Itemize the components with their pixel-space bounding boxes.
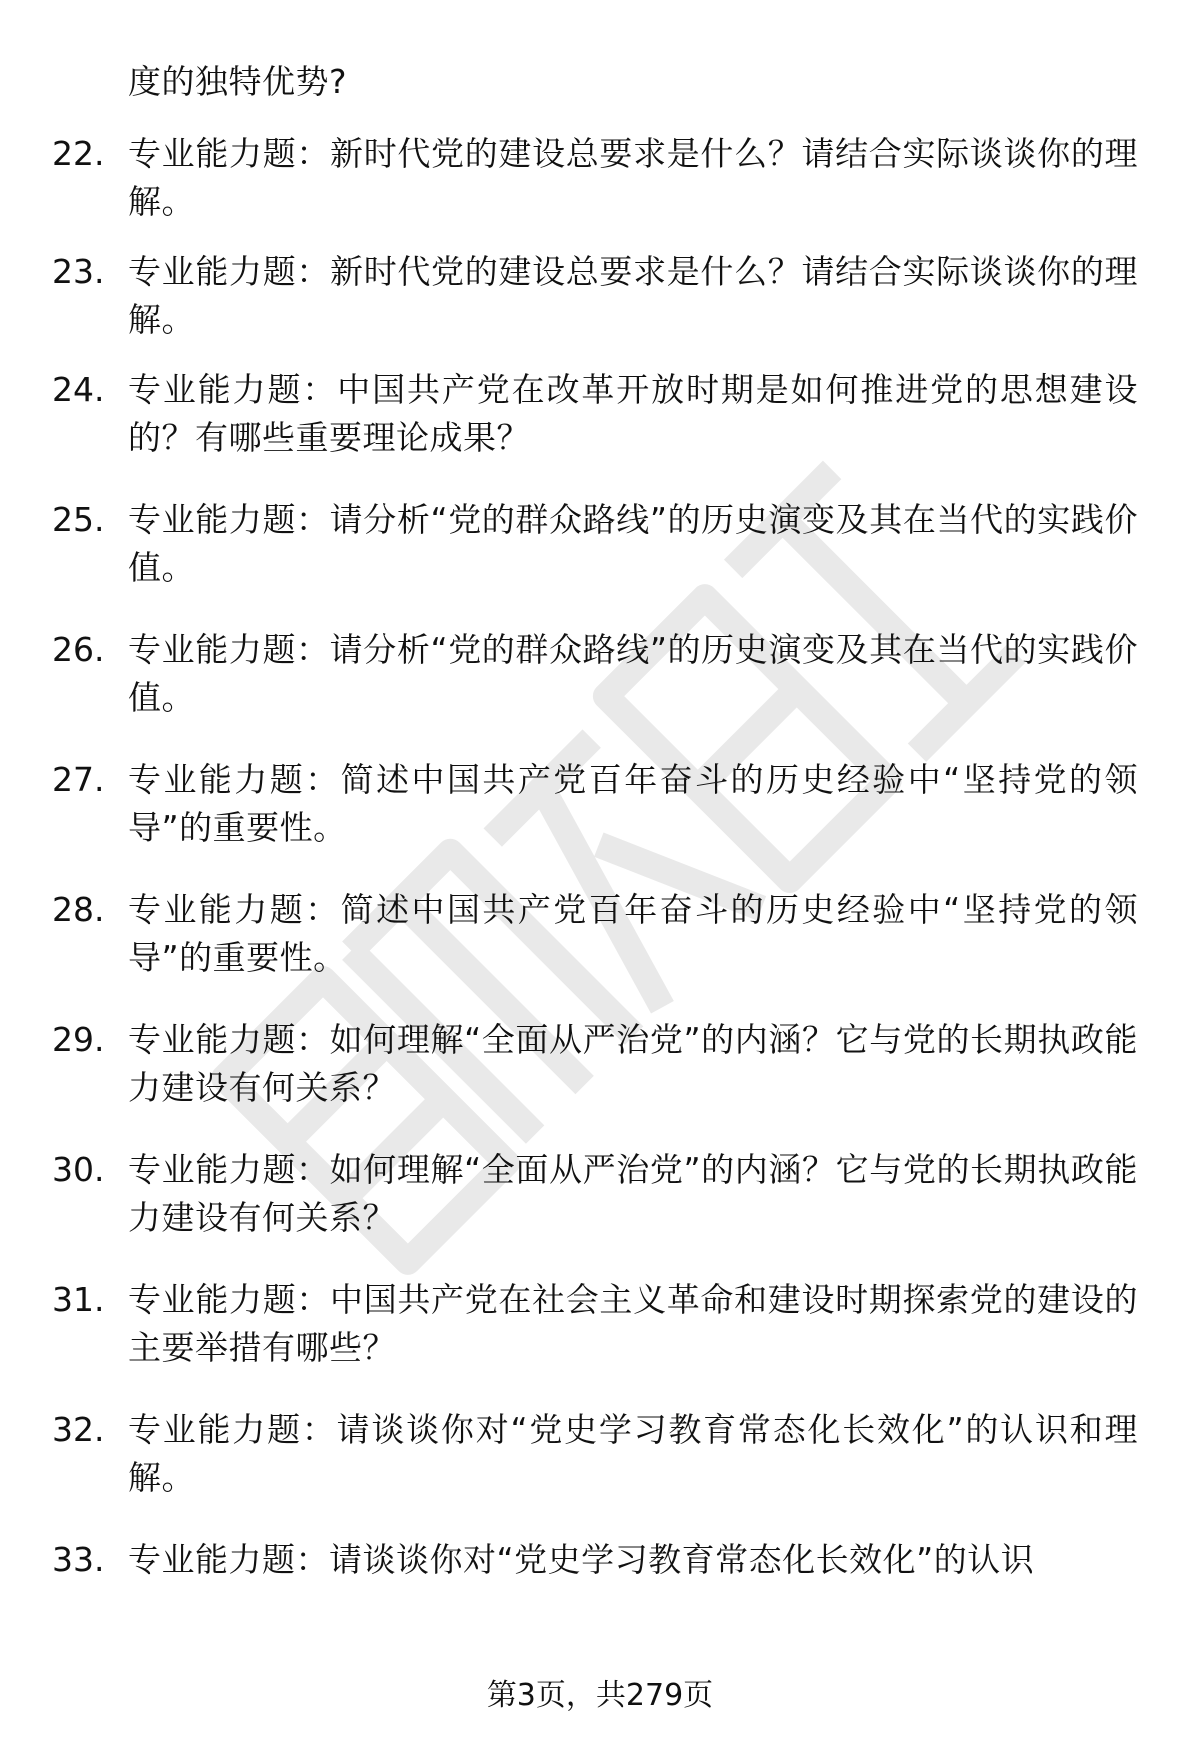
list-item <box>0 130 1200 230</box>
list-item <box>0 756 1200 856</box>
question-number: 28. <box>52 890 105 929</box>
list-item <box>0 626 1200 726</box>
question-text: 专业能力题：新时代党的建设总要求是什么？请结合实际谈谈你的理解。 <box>128 252 1138 339</box>
question-text: 专业能力题：请分析“党的群众路线”的历史演变及其在当代的实践价值。 <box>128 630 1138 717</box>
question-number: 26. <box>52 630 105 669</box>
list-item <box>0 496 1200 596</box>
list-item <box>0 1146 1200 1246</box>
page-footer: 第3页，共279页 <box>486 1678 714 1713</box>
question-number: 25. <box>52 500 105 539</box>
list-item <box>0 886 1200 986</box>
question-number: 31. <box>52 1280 105 1319</box>
question-text: 专业能力题：新时代党的建设总要求是什么？请结合实际谈谈你的理解。 <box>128 134 1138 221</box>
question-text: 专业能力题：请谈谈你对“党史学习教育常态化长效化”的认识 <box>128 1540 1035 1579</box>
question-number: 32. <box>52 1410 105 1449</box>
list-item <box>0 248 1200 348</box>
question-number: 27. <box>52 760 105 799</box>
list-item <box>0 1536 1200 1596</box>
question-number: 30. <box>52 1150 105 1189</box>
question-number: 29. <box>52 1020 105 1059</box>
continuation-text: 度的独特优势? <box>128 62 348 101</box>
question-number: 24. <box>52 370 105 409</box>
question-text: 专业能力题：简述中国共产党百年奋斗的历史经验中“坚持党的领导”的重要性。 <box>128 890 1138 977</box>
question-text: 专业能力题：中国共产党在社会主义革命和建设时期探索党的建设的主要举措有哪些？ <box>128 1280 1138 1367</box>
list-item <box>0 1406 1200 1506</box>
question-text: 专业能力题：请谈谈你对“党史学习教育常态化长效化”的认识和理解。 <box>128 1410 1138 1497</box>
question-text: 专业能力题：请分析“党的群众路线”的历史演变及其在当代的实践价值。 <box>128 500 1138 587</box>
question-text: 专业能力题：如何理解“全面从严治党”的内涵？它与党的长期执政能力建设有何关系？ <box>128 1150 1138 1237</box>
question-text: 专业能力题：如何理解“全面从严治党”的内涵？它与党的长期执政能力建设有何关系？ <box>128 1020 1138 1107</box>
list-item <box>0 1016 1200 1116</box>
list-item <box>0 1276 1200 1376</box>
question-number: 22. <box>52 134 105 173</box>
question-text: 专业能力题：简述中国共产党百年奋斗的历史经验中“坚持党的领导”的重要性。 <box>128 760 1138 847</box>
question-text: 专业能力题：中国共产党在改革开放时期是如何推进党的思想建设的？有哪些重要理论成果？ <box>128 370 1138 457</box>
question-number: 23. <box>52 252 105 291</box>
list-item <box>0 366 1200 466</box>
question-number: 33. <box>52 1540 105 1579</box>
